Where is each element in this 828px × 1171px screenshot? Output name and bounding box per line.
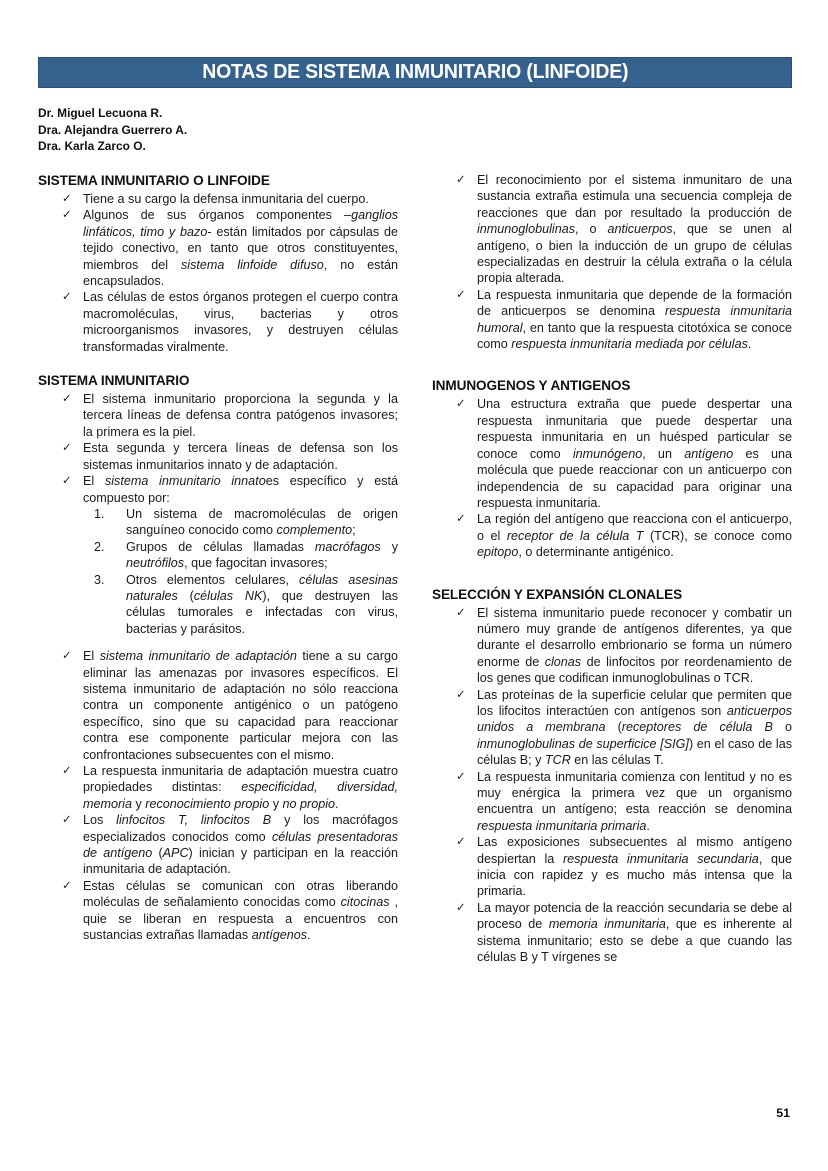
list-item-text: Grupos de células llamadas macrófagos y neutrófilos, que fagocitan invasores; — [126, 539, 399, 571]
list-item — [432, 511, 792, 560]
list-item — [432, 834, 792, 900]
list-item-text: Tiene a su cargo la defensa inmunitaria del cuerpo. — [83, 192, 369, 206]
body-columns — [38, 172, 792, 965]
list-item-text: Las exposiciones subsecuentes al mismo antígeno despiertan la respuesta inmunitaria secundaria, que inicia con rapidez y es mucho más intensa que la primaria. — [477, 835, 792, 899]
numbered-sublist-wrapper — [86, 506, 398, 637]
bullet-list-sistema-inmunitario-part2 — [38, 648, 398, 943]
list-item-text: El sistema inmunitario de adaptación tiene a su cargo eliminar las amenazas por invasores específicos. El sistema inmunitario de adaptación no sólo reacciona contra un componente antigénico o un patógeno específico, sino que su capacidad para reaccionar contra ese componente particular mejora con las confrontaciones subsecuentes con el mismo. — [83, 649, 398, 762]
list-item — [38, 763, 398, 812]
list-item — [38, 207, 398, 289]
section-heading-inmunogenos-y-antigenos: INMUNOGENOS Y ANTIGENOS — [432, 378, 631, 394]
list-item — [86, 572, 398, 638]
list-item — [432, 396, 792, 511]
numbered-list-componentes-innato — [86, 506, 398, 637]
list-item-text: La respuesta inmunitaria comienza con lentitud y no es muy enérgica la primera vez que un organismo encuentra un antígeno; esta reacción se denomina respuesta inmunitaria primaria. — [477, 769, 792, 833]
page-number: 51 — [776, 1106, 790, 1120]
list-item — [432, 287, 792, 353]
list-item-text: La respuesta inmunitaria de adaptación muestra cuatro propiedades distintas: especificidad, diversidad, memoria y reconocimiento propio y no propio. — [83, 764, 398, 811]
bullet-list-inmunogenos-y-antigenos — [432, 396, 792, 560]
list-item-text: Esta segunda y tercera líneas de defensa son los sistemas inmunitarios innato y de adaptación. — [83, 441, 398, 472]
list-item — [38, 191, 398, 207]
list-item-text: Una estructura extraña que puede despertar una respuesta inmunitaria que puede despertar una respuesta inmunitaria en un huésped particular se conoce como inmunógeno, un antígeno es una molécula que puede reaccionar con un anticuerpo con independencia de su capacidad para originar una respuesta inmunitaria. — [477, 397, 792, 510]
section-heading-sistema-inmunitario-o-linfoide: SISTEMA INMUNITARIO O LINFOIDE — [38, 173, 270, 188]
document-title-banner — [38, 57, 792, 88]
list-item-text: Otros elementos celulares, células asesinas naturales (células NK), que destruyen las células tumorales e infectadas con virus, bacterias y parásitos. — [126, 572, 398, 636]
list-item — [38, 289, 398, 355]
check-icon: ✓ — [62, 879, 72, 892]
section-heading-sistema-inmunitario: SISTEMA INMUNITARIO — [38, 373, 190, 389]
list-item — [86, 539, 398, 572]
list-item — [38, 473, 398, 506]
list-item-text: Las células de estos órganos protegen el cuerpo contra macromoléculas, virus, bacterias y otros microorganismos invasores, y destruyen células transformadas viralmente. — [83, 290, 398, 354]
author-list — [38, 105, 193, 155]
author-name: Dra. Karla Zarco O. — [38, 139, 146, 153]
list-item-text: El sistema inmunitario proporciona la segunda y la tercera líneas de defensa contra patógenos invasores; la primera es la piel. — [83, 392, 398, 439]
list-item-text: El sistema inmunitario puede reconocer y combatir un número muy grande de antígenos diferentes, ya que durante el desarrollo embrionario se forma un número enorme de clonas de linfocitos por reordenamiento de los genes que codifican inmunoglobulinas o TCR. — [477, 605, 792, 686]
list-item-text: Las proteínas de la superficie celular que permiten que los lifocitos interactúen con antígenos son anticuerpos unidos a membrana (receptores de célula B o inmunoglobulinas de superficice [SIG]) en el caso de las células B; y TCR en las células T. — [477, 687, 792, 768]
bullet-list-sistema-inmunitario-o-linfoide — [38, 191, 398, 355]
check-icon: ✓ — [62, 393, 72, 406]
check-icon: ✓ — [62, 765, 72, 777]
list-item — [38, 391, 398, 440]
section-heading-seleccion-y-expansion-clonales: SELECCIÓN Y EXPANSIÓN CLONALES — [432, 586, 683, 602]
check-icon: ✓ — [62, 209, 72, 222]
check-icon: ✓ — [456, 606, 466, 619]
list-item-text: La respuesta inmunitaria que depende de la formación de anticuerpos se denomina respuesta inmunitaria humoral, en tanto que la respuesta citotóxica se conoce como respuesta inmunitaria mediada por células. — [477, 287, 792, 352]
list-item-number: 1. — [94, 506, 105, 521]
list-item-text: La región del antígeno que reacciona con el anticuerpo, o el receptor de la célula T (TCR), se conoce como epitopo, o determinante antigénico. — [477, 512, 792, 560]
list-item-number: 3. — [94, 572, 105, 587]
check-icon: ✓ — [456, 398, 466, 411]
list-item — [38, 812, 398, 878]
left-column — [38, 172, 398, 943]
check-icon: ✓ — [62, 814, 72, 827]
list-item — [38, 648, 398, 763]
bullet-list-seleccion-y-expansion-clonales — [432, 605, 792, 966]
check-icon: ✓ — [456, 174, 466, 186]
list-item-number: 2. — [94, 539, 105, 554]
list-item-text: El sistema inmunitario innatoes específico y está compuesto por: — [83, 474, 398, 505]
list-item-text: Estas células se comunican con otras liberando moléculas de señalamiento conocidas como citocinas , quie se liberan en respuesta a encuentros con sustancias extrañas llamadas antígenos. — [83, 878, 398, 943]
check-icon: ✓ — [62, 291, 72, 304]
list-item-text: Un sistema de macromoléculas de origen sanguíneo conocido como complemento; — [126, 506, 398, 538]
check-icon: ✓ — [456, 688, 466, 701]
check-icon: ✓ — [62, 442, 72, 455]
check-icon: ✓ — [456, 901, 466, 914]
right-column — [432, 172, 792, 965]
check-icon: ✓ — [62, 650, 72, 663]
list-item — [86, 506, 398, 539]
list-item-text: El reconocimiento por el sistema inmunitaro de una sustancia extraña estimula una secuencia compleja de reacciones que dan por resultado la producción de inmunoglobulinas, o anticuerpos, que se unen al antígeno, o bien la inducción de un grupo de células especializadas en destruir la célula extraña o la célula propia alterada. — [477, 173, 792, 286]
author-name: Dr. Miguel Lecuona R. — [38, 106, 163, 120]
list-item — [38, 440, 398, 473]
list-item — [432, 172, 792, 287]
list-item — [432, 769, 792, 835]
check-icon: ✓ — [456, 288, 466, 301]
list-item-text: La mayor potencia de la reacción secundaria se debe al proceso de memoria inmunitaria, que es inherente al sistema inmunitario; esto se debe a que cuando las células B y T vírgenes se — [477, 900, 792, 965]
list-item-text: Los linfocitos T, linfocitos B y los macrófagos especializados conocidos como células presentadoras de antígeno (APC) inician y participan en la reacción inmunitaria de adaptación. — [83, 813, 398, 877]
list-item — [432, 687, 792, 769]
list-item — [432, 900, 792, 966]
check-icon: ✓ — [62, 475, 72, 488]
list-item-text: Algunos de sus órganos componentes –ganglios linfáticos, timo y bazo- están limitados por cápsulas de tejido conectivo, en tanto que otros constituyentes, miembros del sistema linfoide difuso, no están encapsulados. — [83, 208, 398, 289]
bullet-list-reconocimiento — [432, 172, 792, 352]
bullet-list-sistema-inmunitario-part1 — [38, 391, 398, 506]
author-name: Dra. Alejandra Guerrero A. — [38, 122, 188, 137]
check-icon: ✓ — [456, 770, 466, 783]
page-title: NOTAS DE SISTEMA INMUNITARIO (LINFOIDE) — [201, 60, 629, 84]
check-icon: ✓ — [456, 836, 466, 849]
list-item — [432, 605, 792, 687]
list-item — [38, 878, 398, 944]
check-icon: ✓ — [62, 193, 72, 205]
check-icon: ✓ — [456, 513, 466, 526]
